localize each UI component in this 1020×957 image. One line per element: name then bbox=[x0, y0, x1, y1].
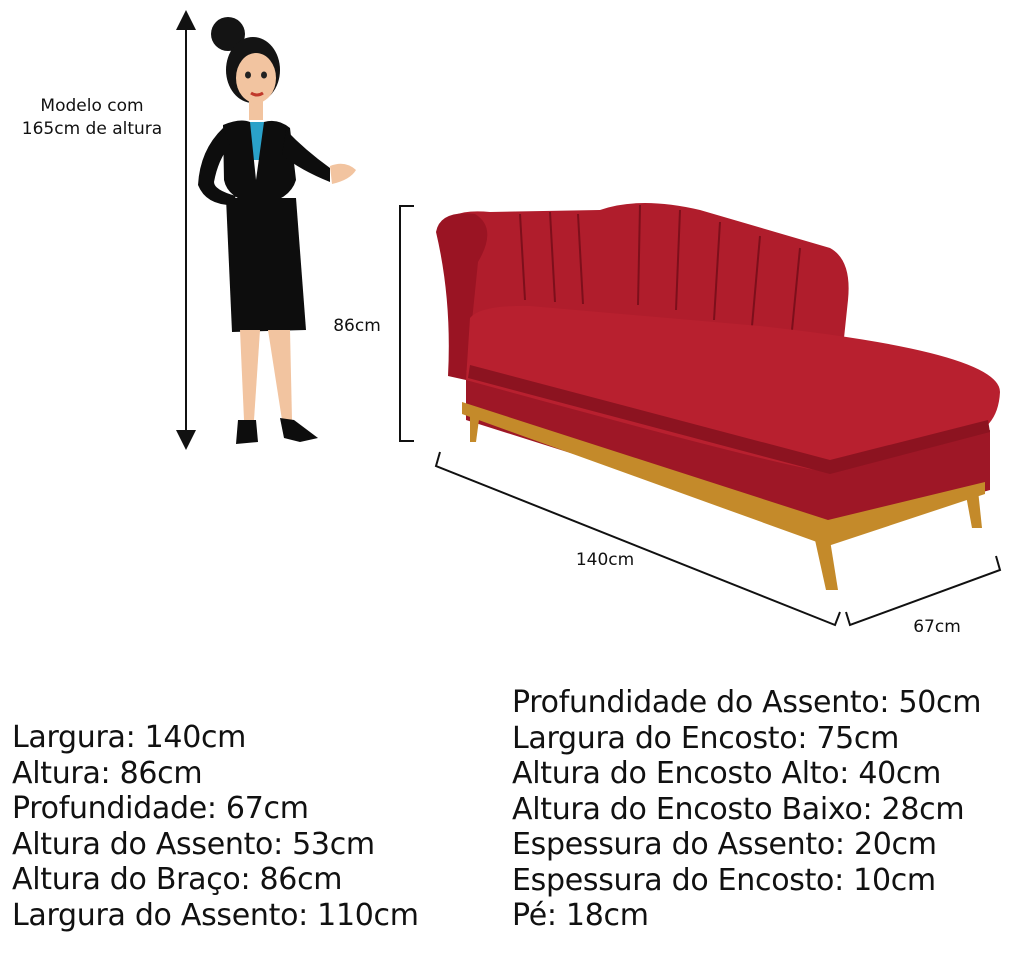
specs-right-column bbox=[512, 685, 981, 934]
spec-altura-encosto-alto: Altura do Encosto Alto: 40cm bbox=[512, 756, 942, 791]
woman-figure-icon bbox=[198, 17, 356, 444]
spec-largura-encosto: Largura do Encosto: 75cm bbox=[512, 720, 900, 756]
spec-altura-braco: Altura do Braço: 86cm bbox=[12, 862, 343, 897]
spec-altura: Altura: 86cm bbox=[12, 755, 203, 791]
spec-espessura-assento: Espessura do Assento: 20cm bbox=[512, 827, 937, 862]
spec-largura: Largura: 140cm bbox=[12, 720, 247, 755]
chaise-sofa-image bbox=[436, 203, 1000, 590]
spec-largura-assento: Largura do Assento: 110cm bbox=[12, 897, 419, 933]
spec-profundidade: Profundidade: 67cm bbox=[12, 791, 309, 826]
spec-altura-assento: Altura do Assento: 53cm bbox=[12, 826, 375, 862]
model-label-line2: 165cm de altura bbox=[21, 119, 163, 139]
width-label: 140cm bbox=[575, 550, 635, 570]
spec-profundidade-assento: Profundidade do Assento: 50cm bbox=[512, 685, 982, 720]
depth-dimension-line bbox=[846, 556, 1000, 625]
depth-label: 67cm bbox=[913, 617, 961, 637]
spec-pe: Pé: 18cm bbox=[512, 898, 649, 933]
spec-espessura-encosto: Espessura do Encosto: 10cm bbox=[512, 862, 936, 898]
model-label-line1: Modelo com bbox=[40, 96, 144, 116]
spec-altura-encosto-baixo: Altura do Encosto Baixo: 28cm bbox=[512, 791, 965, 827]
sofa-height-bracket bbox=[400, 206, 414, 441]
specs-left-column bbox=[12, 720, 419, 933]
height-label: 86cm bbox=[333, 316, 381, 336]
